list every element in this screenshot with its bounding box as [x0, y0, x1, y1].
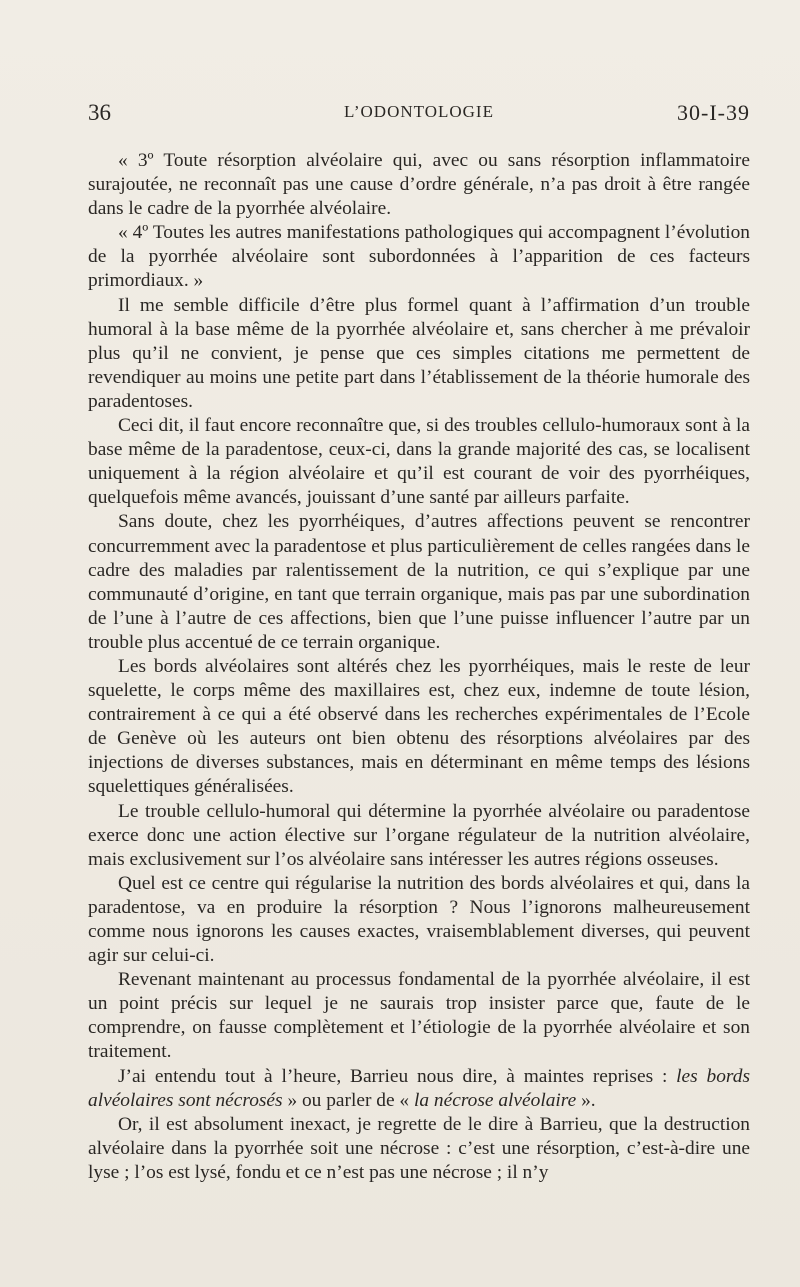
italic-quote: les bords alvéolaires sont nécrosés — [88, 1065, 750, 1111]
paragraph: Or, il est absolument inexact, je regrette de le dire à Barrieu, que la destruction alvéolaire dans la pyorrhée soit une nécrose : c’est une résorption, c’est-à-dire une lyse ; l’os est lysé, fondu et ce n’est pas une nécrose ; il n’y — [88, 1113, 750, 1183]
paragraph: Le trouble cellulo-humoral qui détermine la pyorrhée alvéolaire ou paradentose exerce donc une action élective sur l’organe régulateur de la nutrition alvéolaire, mais exclusivement sur l’os alvéolaire sans intéresser les autres régions osseuses. — [88, 800, 750, 870]
paragraph-text: ». — [576, 1089, 596, 1111]
paragraph: Quel est ce centre qui régularise la nutrition des bords alvéolaires et qui, dans la paradentose, va en produire la résorption ? Nous l’ignorons malheureusement comme nous ignorons les causes exactes, vraisemblablement diverses, qui peuvent agir sur celui-ci. — [88, 872, 750, 967]
paragraph: « 4º Toutes les autres manifestations pathologiques qui accompagnent l’évolution de la pyorrhée alvéolaire sont subordonnées à l’apparition de ces facteurs primordiaux. » — [88, 222, 750, 292]
body-text — [88, 149, 750, 1185]
page-number: 36 — [88, 100, 111, 125]
paragraph: « 3º Toute résorption alvéolaire qui, avec ou sans résorption inflammatoire surajoutée, ne reconnaît pas une cause d’ordre générale, n’a pas droit à être rangée dans le cadre de la pyorrhée alvéolaire. — [88, 150, 750, 220]
paragraph-text: » ou parler de « — [282, 1089, 414, 1111]
paragraph — [88, 1065, 750, 1113]
paragraph: Revenant maintenant au processus fondamental de la pyorrhée alvéolaire, il est un point précis sur lequel je ne saurais trop insister parce que, faute de le comprendre, on fausse complètement et l’étiologie de la pyorrhée alvéolaire et son traitement. — [88, 969, 750, 1063]
paragraph: Ceci dit, il faut encore reconnaître que, si des troubles cellulo-humoraux sont à la base même de la paradentose, ceux-ci, dans la grande majorité des cas, se localisent uniquement à la région alvéolaire et qu’il est courant de voir des pyorrhéiques, quelquefois même avancés, jouissant d’une santé par ailleurs parfaite. — [88, 415, 750, 509]
paragraph: Sans doute, chez les pyorrhéiques, d’autres affections peuvent se rencontrer concurremment avec la paradentose et plus particulièrement de celles rangées dans le cadre des maladies par ralentissement de la nutrition, ce qui s’explique par une communauté d’origine, en tant que terrain organique, mais pas par une subordination de l’une à l’autre de ces affections, bien que l’une puisse influencer l’autre par un trouble plus accentué de ce terrain organique. — [88, 511, 750, 653]
italic-quote: la nécrose alvéolaire — [413, 1089, 577, 1111]
issue-date: 30-I-39 — [677, 100, 750, 125]
running-title: L’ODONTOLOGIE — [344, 102, 494, 121]
paragraph: Les bords alvéolaires sont altérés chez les pyorrhéiques, mais le reste de leur squelette, le corps même des maxillaires est, chez eux, indemne de toute lésion, contrairement à ce qui a été observé dans les recherches expérimentales de l’Ecole de Genève où les auteurs ont bien obtenu des résorptions alvéolaires par des injections de diverses substances, mais en déterminant en même temps des lésions squelettiques généralisées. — [88, 655, 750, 798]
paragraph: Il me semble difficile d’être plus formel quant à l’affirmation d’un trouble humoral à la base même de la pyorrhée alvéolaire et, sans chercher à me prévaloir plus qu’il ne convient, je pense que ces simples citations me permettent de revendiquer au moins une petite part dans l’établissement de la théorie humorale des paradentoses. — [88, 294, 750, 412]
paragraph-text: J’ai entendu tout à l’heure, Barrieu nous dire, à maintes reprises : — [118, 1065, 677, 1087]
page-header — [88, 100, 750, 130]
